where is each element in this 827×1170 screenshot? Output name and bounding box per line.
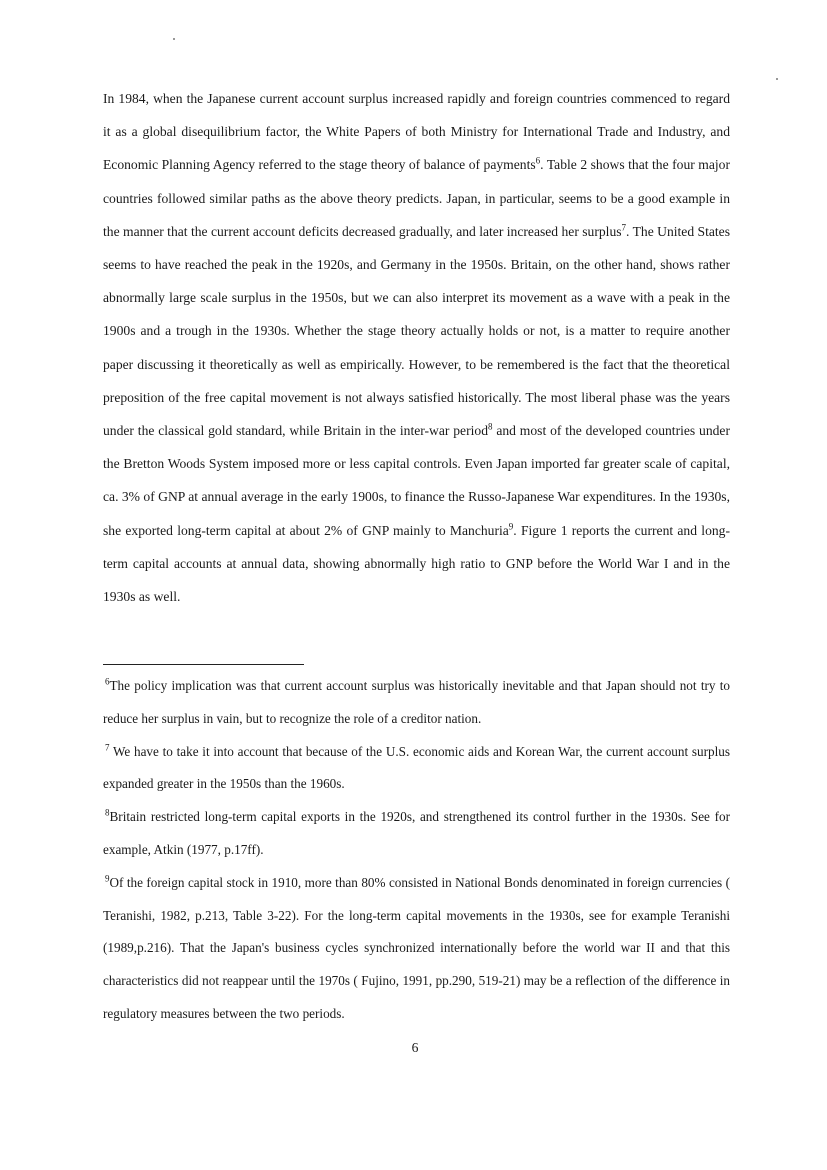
footnote-ref-7: 7 bbox=[621, 222, 627, 233]
footnote-text: We have to take it into account that because of the U.S. economic aids and Korean War, the current account surplus expanded greater in the 1950s than the 1960s. bbox=[103, 743, 730, 792]
footnote-9 bbox=[103, 867, 730, 1031]
footnote-text: Britain restricted long-term capital exports in the 1920s, and strengthened its control further in the 1930s. See for example, Atkin (1977, p.17ff). bbox=[103, 809, 730, 857]
footnotes-section bbox=[103, 670, 730, 1031]
footnote-mark: 9 bbox=[105, 873, 110, 884]
body-text-segment: . Figure 1 reports the current and long-term capital accounts at annual data, showing abnormally high ratio to GNP before the World War I and in the 1930s as well. bbox=[103, 522, 730, 605]
footnote-8 bbox=[103, 801, 730, 867]
scan-speck bbox=[173, 38, 175, 40]
footnote-6 bbox=[103, 670, 730, 736]
footnote-text: Of the foreign capital stock in 1910, more than 80% consisted in National Bonds denominated in foreign currencies ( Teranishi, 1982, p.213, Table 3-22). For the long-term capital movements in the 1930s, see for example Teranishi (1989,p.216). That the Japan's business cycles synchronized internationally before the world war II and that this characteristics did not reappear until the 1970s ( Fujino, 1991, pp.290, 519-21) may be a reflection of the difference in regulatory measures between the two periods. bbox=[103, 874, 730, 1021]
footnote-mark: 7 bbox=[105, 742, 110, 753]
footnote-mark: 6 bbox=[105, 676, 110, 687]
footnote-ref-9: 9 bbox=[508, 521, 514, 532]
footnote-ref-8: 8 bbox=[488, 421, 493, 432]
body-text-segment: In 1984, when the Japanese current account surplus increased rapidly and foreign countries commenced to regard it as a global disequilibrium factor, the White Papers of both Ministry for International Trade and Industry, and Economic Planning Agency referred to the stage theory of balance of payments bbox=[103, 91, 730, 173]
page-number: 6 bbox=[411, 1040, 419, 1055]
body-text-segment: . The United States seems to have reached the peak in the 1920s, and Germany in the 1950s. Britain, on the other hand, shows rather abnormally large scale surplus in the 1950s, but we can also interpret its movement as a wave with a peak in the 1900s and a trough in the 1930s. Whether the stage theory actually holds or not, is a matter to require another paper discussing it theoretically as well as empirically. However, to be remembered is the fact that the theoretical preposition of the free capital movement is not always satisfied historically. The most liberal phase was the years under the classical gold standard, while Britain in the inter-war period bbox=[103, 223, 730, 439]
scan-speck bbox=[776, 78, 778, 80]
footnote-mark: 8 bbox=[105, 807, 110, 818]
footnote-separator bbox=[103, 664, 304, 665]
body-paragraph bbox=[103, 82, 730, 613]
footnote-text: The policy implication was that current account surplus was historically inevitable and that Japan should not try to reduce her surplus in vain, but to recognize the role of a creditor nation. bbox=[103, 678, 730, 726]
body-text-segment: . Table 2 shows that the four major countries followed similar paths as the above theory predicts. Japan, in particular, seems to be a good example in the manner that the current account deficits decreased gradually, and later increased her surplus bbox=[103, 157, 730, 239]
footnote-ref-6: 6 bbox=[535, 155, 541, 166]
footnote-7 bbox=[103, 736, 730, 802]
body-text-segment: and most of the developed countries under the Bretton Woods System imposed more or less capital controls. Even Japan imported far greater scale of capital, ca. 3% of GNP at annual average in the early 1900s, to finance the Russo-Japanese War expenditures. In the 1930s, she exported long-term capital at about 2% of GNP mainly to Manchuria bbox=[103, 423, 730, 538]
